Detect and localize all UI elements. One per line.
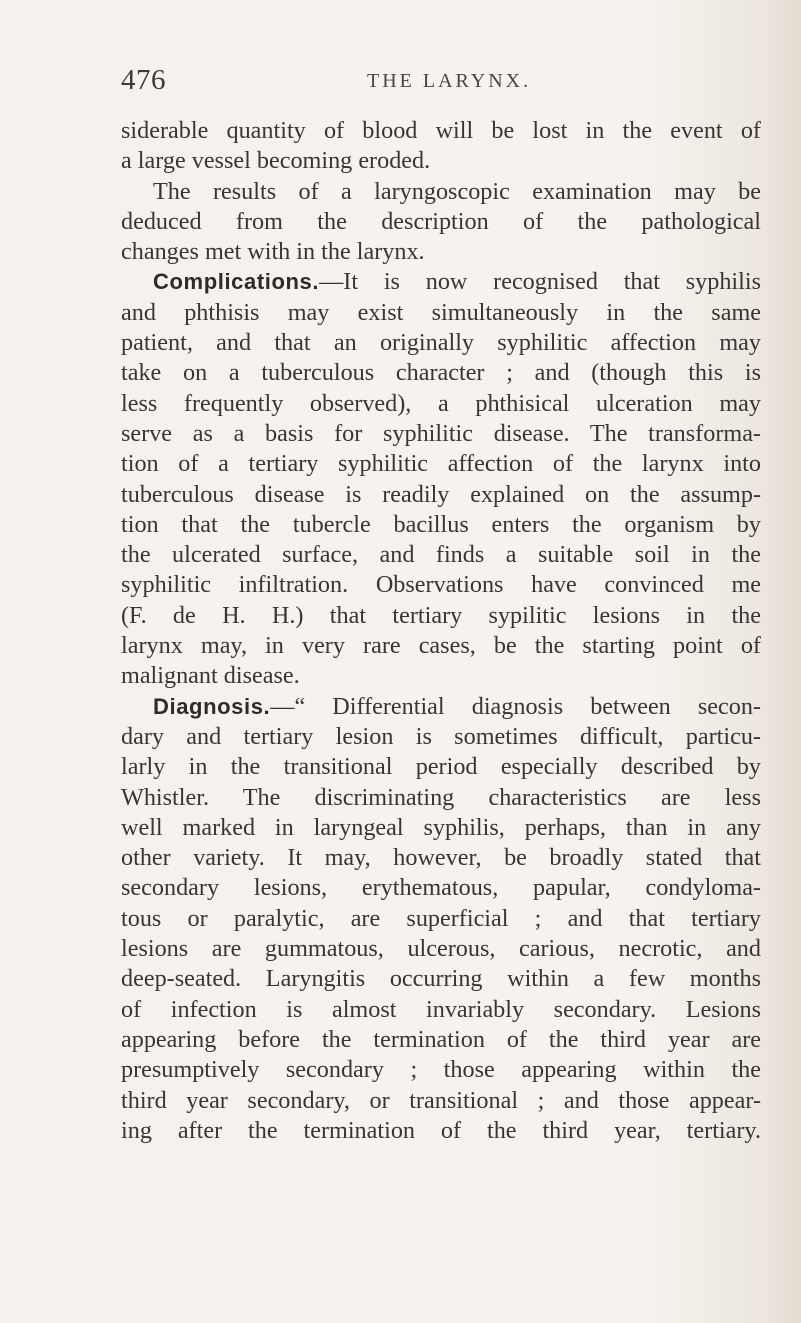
text-line: tion that the tubercle bacillus enters the organism by (121, 510, 761, 538)
text-line: Whistler. The discriminating characteristics are less (121, 783, 761, 811)
text-line: presumptively secondary ; those appearing within the (121, 1056, 761, 1084)
text-line: tuberculous disease is readily explained on the assump- (121, 480, 761, 508)
text-line: larly in the transitional period especially described by (121, 753, 761, 781)
text-line (121, 267, 761, 297)
page-number: 476 (121, 64, 166, 96)
text-line: patient, and that an originally syphilitic affection may (121, 329, 761, 357)
text-line: deduced from the description of the pathological (121, 207, 761, 235)
text-line: a large vessel becoming eroded. (121, 147, 431, 175)
text-line: appearing before the termination of the third year are (121, 1025, 761, 1053)
page-header (121, 62, 761, 102)
text-line (121, 692, 761, 722)
text-line: malignant disease. (121, 662, 300, 690)
text-line: larynx may, in very rare cases, be the starting point of (121, 632, 761, 660)
text-line: of infection is almost invariably secondary. Lesions (121, 995, 761, 1023)
text-line: take on a tuberculous character ; and (though this is (121, 359, 761, 387)
diagnosis-intro: —“ Differential diagnosis between secon- (270, 692, 761, 720)
running-title: THE LARYNX. (367, 70, 532, 92)
text-line: (F. de H. H.) that tertiary sypilitic lesions in the (121, 601, 761, 629)
complications-intro: —It is now recognised that syphilis (319, 268, 761, 296)
text-line: other variety. It may, however, be broadly stated that (121, 844, 761, 872)
text-line: The results of a laryngoscopic examination may be (153, 177, 761, 205)
text-line: serve as a basis for syphilitic disease. The transforma- (121, 419, 761, 447)
text-line: and phthisis may exist simultaneously in the same (121, 298, 761, 326)
text-line: lesions are gummatous, ulcerous, carious, necrotic, and (121, 935, 761, 963)
text-line: secondary lesions, erythematous, papular, condyloma- (121, 874, 761, 902)
diagnosis-heading: Diagnosis. (153, 693, 271, 719)
text-line: tous or paralytic, are superficial ; and that tertiary (121, 904, 761, 932)
text-line: the ulcerated surface, and finds a suitable soil in the (121, 541, 761, 569)
complications-heading: Complications. (153, 269, 320, 295)
text-line: changes met with in the larynx. (121, 238, 425, 266)
text-line: third year secondary, or transitional ; and those appear- (121, 1086, 761, 1114)
text-line: deep-seated. Laryngitis occurring within a few months (121, 965, 761, 993)
text-line: siderable quantity of blood will be lost in the event of (121, 117, 761, 144)
text-line: ing after the termination of the third year, tertiary. (121, 1116, 761, 1144)
text-line: tion of a tertiary syphilitic affection of the larynx into (121, 450, 761, 478)
body-text (121, 116, 761, 1146)
text-line: dary and tertiary lesion is sometimes difficult, particu- (121, 722, 761, 750)
text-line: syphilitic infiltration. Observations have convinced me (121, 571, 761, 599)
text-line: less frequently observed), a phthisical ulceration may (121, 389, 761, 417)
text-line: well marked in laryngeal syphilis, perhaps, than in any (121, 813, 761, 841)
